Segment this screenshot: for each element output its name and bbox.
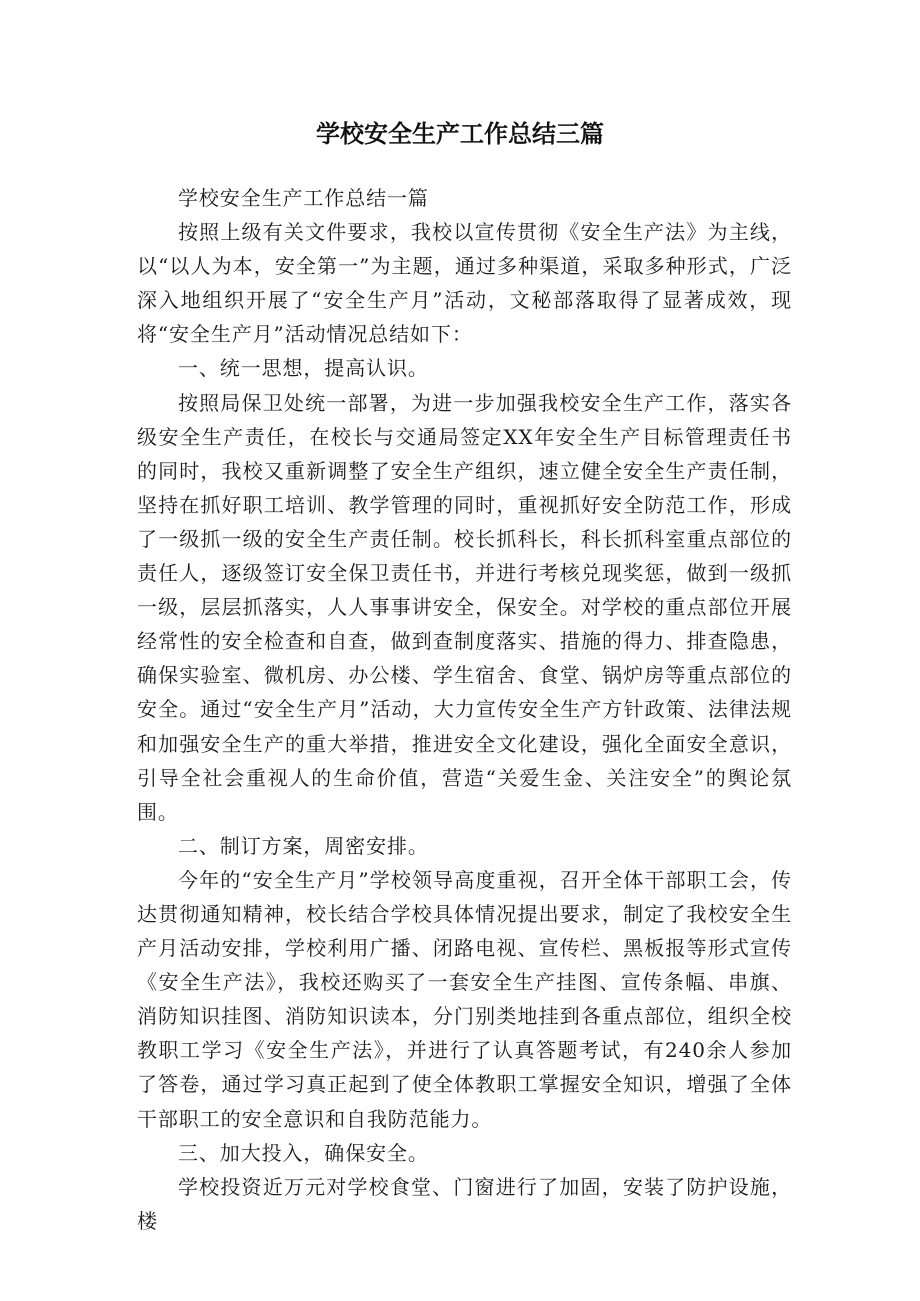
paragraph: 按照上级有关文件要求，我校以宣传贯彻《安全生产法》为主线，以“以人为本，安全第一”为主题，通过多种渠道，采取多种形式，广泛深入地组织开展了“安全生产月”活动，文秘部落取得了显著成效，现将“安全生产月”活动情况总结如下： [137, 220, 792, 347]
section-heading: 二、制订方案，周密安排。 [178, 833, 429, 858]
section-heading: 一、统一思想，提高认识。 [178, 356, 429, 381]
section-heading: 学校安全生产工作总结一篇 [178, 186, 429, 210]
section-heading: 三、加大投入，确保安全。 [178, 1140, 429, 1165]
paragraph: 今年的“安全生产月”学校领导高度重视，召开全体干部职工会，传达贯彻通知精神，校长结合学校具体情况提出要求，制定了我校安全生产月活动安排，学校利用广播、闭路电视、宣传栏、黑板报等形式宣传《安全生产法》，我校还购买了一套安全生产挂图、宣传条幅、串旗、消防知识挂图、消防知识读本，分门别类地挂到各重点部位，组织全校教职工学习《安全生产法》，并进行了认真答题考试，有240余人参加了答卷，通过学习真正起到了使全体教职工掌握安全知识，增强了全体干部职工的安全意识和自我防范能力。 [137, 867, 792, 1131]
paragraph: 按照局保卫处统一部署，为进一步加强我校安全生产工作，落实各级安全生产责任，在校长与交通局签定XX年安全生产目标管理责任书的同时，我校又重新调整了安全生产组织，速立健全安全生产责任制，坚持在抓好职工培训、教学管理的同时，重视抓好安全防范工作，形成了一级抓一级的安全生产责任制。校长抓科长，科长抓科室重点部位的责任人，逐级签订安全保卫责任书，并进行考核兑现奖惩，做到一级抓一级，层层抓落实，人人事事讲安全，保安全。对学校的重点部位开展经常性的安全检查和自查，做到查制度落实、措施的得力、排查隐患，确保实验室、微机房、办公楼、学生宿舍、食堂、锅炉房等重点部位的安全。通过“安全生产月”活动，大力宣传安全生产方针政策、法律法规和加强安全生产的重大举措，推进安全文化建设，强化全面安全意识，引导全社会重视人的生命价值，营造“关爱生金、关注安全”的舆论氛围。 [137, 390, 792, 824]
paragraph: 学校投资近万元对学校食堂、门窗进行了加固，安装了防护设施，楼 [137, 1174, 792, 1233]
document-body [137, 181, 792, 1238]
document-title: 学校安全生产工作总结三篇 [316, 120, 604, 148]
